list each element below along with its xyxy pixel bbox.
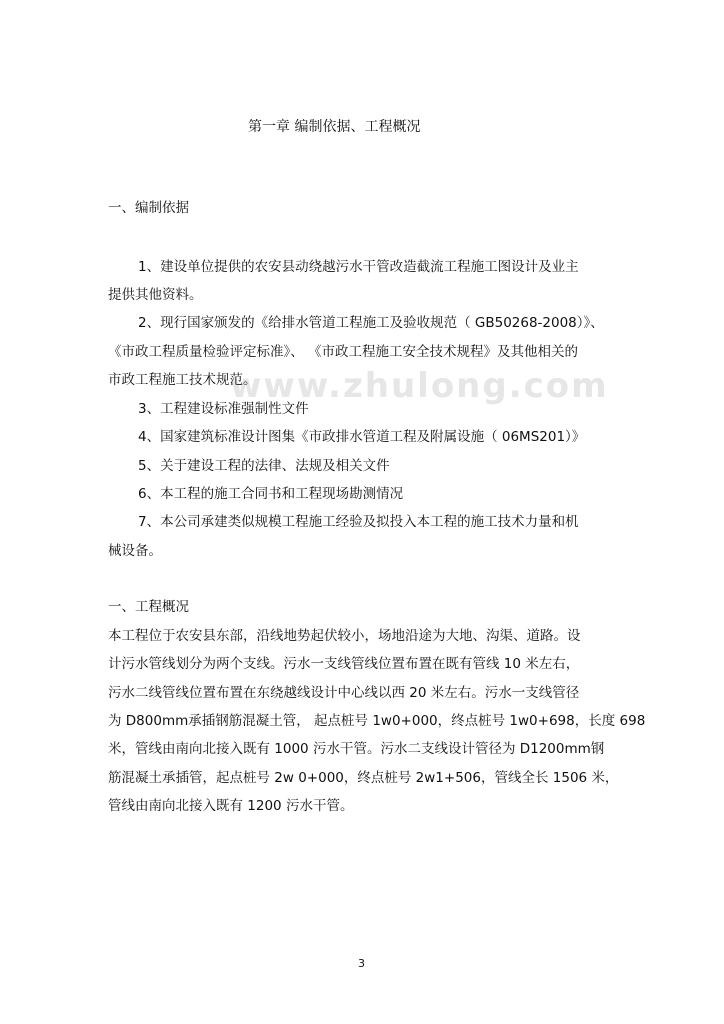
watermark: www.zhulong.com	[230, 366, 609, 406]
body-line: 5、关于建设工程的法律、法规及相关文件	[138, 458, 390, 474]
body-line: 7、本公司承建类似规模工程施工经验及拟投入本工程的施工技术力量和机	[138, 514, 579, 530]
body-line: 米，管线由南向北接入既有 1000 污水干管。污水二支线设计管径为 D1200mm钢	[108, 741, 605, 757]
chapter-title: 第一章 编制依据、工程概况	[248, 119, 421, 135]
body-line: 械设备。	[108, 543, 162, 559]
body-line: 筋混凝土承插管，起点桩号 2w 0+000，终点桩号 2w1+506，管线全长 1506 米，	[108, 770, 619, 786]
body-line: 2、现行国家颁发的《给排水管道工程施工及验收规范（ GB50268-2008）》、	[138, 315, 604, 331]
section2-title: 一、工程概况	[108, 599, 189, 615]
body-line: 《市政工程质量检验评定标准》、 《市政工程施工安全技术规程》及其他相关的	[108, 344, 579, 360]
body-line: 6、本工程的施工合同书和工程现场勘测情况	[138, 486, 404, 502]
body-line: 计污水管线划分为两个支线。污水一支线管线位置布置在既有管线 10 米左右，	[108, 656, 580, 672]
page-number: 3	[358, 957, 365, 970]
body-line: 管线由南向北接入既有 1200 污水干管。	[108, 798, 354, 814]
body-line: 本工程位于农安县东部，沿线地势起伏较小，场地沿途为大地、沟渠、道路。设	[108, 628, 581, 644]
body-line: 1、建设单位提供的农安县动绕越污水干管改造截流工程施工图设计及业主	[138, 259, 579, 275]
body-line: 提供其他资料。	[108, 287, 203, 303]
body-line: 4、国家建筑标准设计图集《市政排水管道工程及附属设施（ 06MS201）》	[138, 429, 586, 445]
body-line: 为 D800mm承插钢筋混凝土管， 起点桩号 1w0+000，终点桩号 1w0+698，长度 698	[108, 713, 646, 729]
section1-title: 一、编制依据	[108, 200, 189, 216]
body-line: 污水二线管线位置布置在东绕越线设计中心线以西 20 米左右。污水一支线管径	[108, 685, 580, 701]
body-line: 3、工程建设标准强制性文件	[138, 401, 309, 417]
body-line: 市政工程施工技术规范。	[108, 372, 257, 388]
